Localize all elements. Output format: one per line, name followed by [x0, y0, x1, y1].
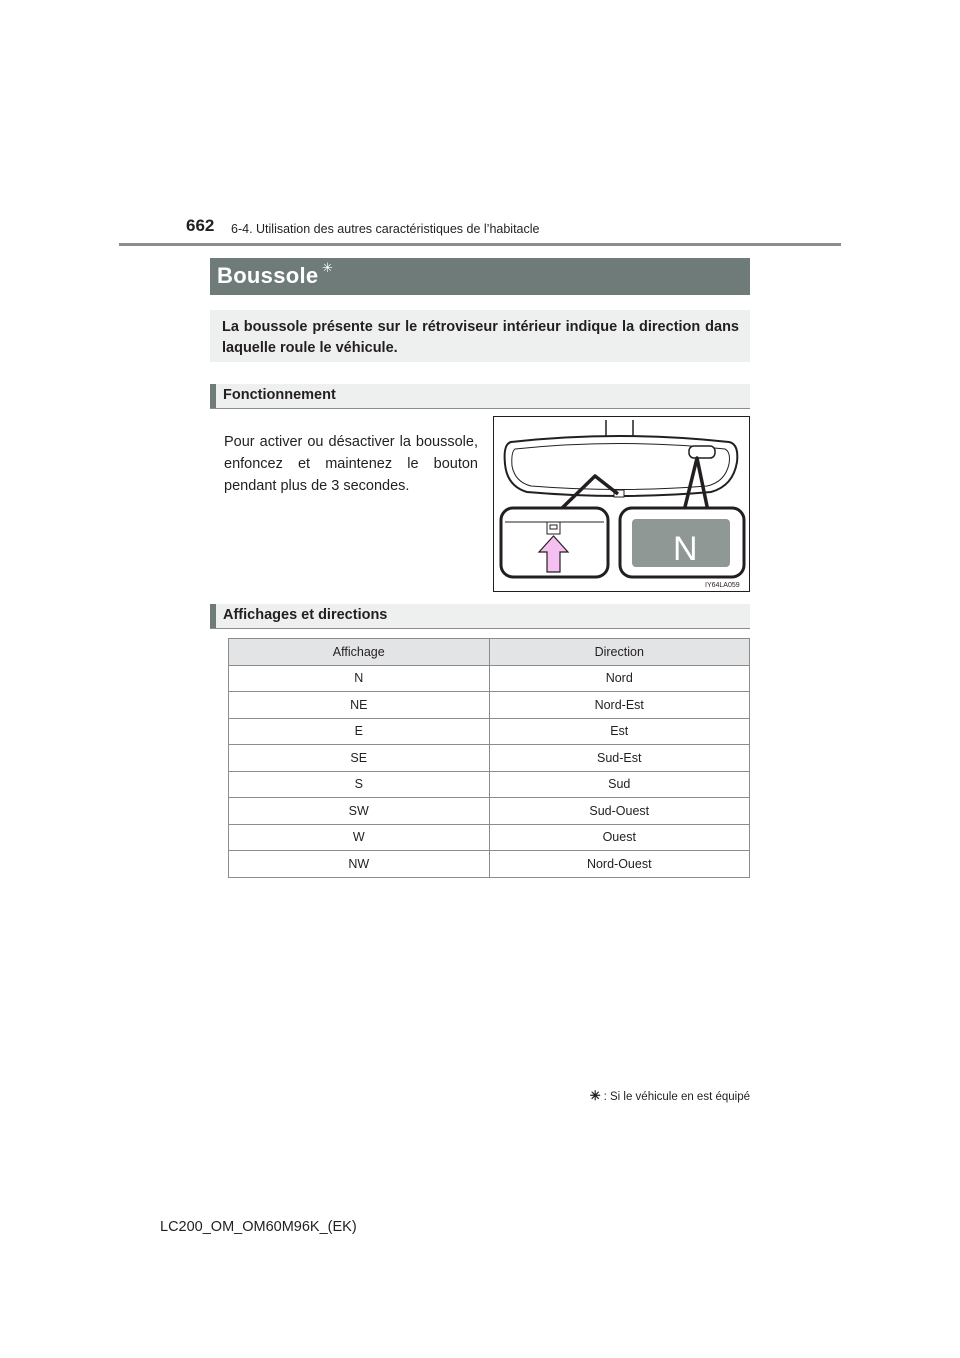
- direction-cell: Nord: [489, 665, 750, 692]
- display-code-cell: W: [229, 824, 490, 851]
- column-header-display: Affichage: [229, 639, 490, 666]
- page-title-bar: [210, 258, 750, 295]
- display-code-cell: N: [229, 665, 490, 692]
- direction-cell: Nord-Est: [489, 692, 750, 719]
- display-code-cell: NW: [229, 851, 490, 878]
- display-code-cell: E: [229, 718, 490, 745]
- direction-cell: Sud-Est: [489, 745, 750, 772]
- direction-cell: Est: [489, 718, 750, 745]
- figure-code: IY64LA059: [705, 582, 740, 589]
- table-row: [229, 798, 750, 825]
- table-row: [229, 718, 750, 745]
- direction-cell: Sud-Ouest: [489, 798, 750, 825]
- option-marker-icon: ✳: [589, 1088, 601, 1103]
- table-row: [229, 665, 750, 692]
- section-heading-label: Affichages et directions: [223, 607, 388, 623]
- footnote: [590, 1088, 750, 1104]
- button-callout: [501, 508, 608, 577]
- display-code-cell: SE: [229, 745, 490, 772]
- direction-cell: Nord-Ouest: [489, 851, 750, 878]
- display-code-cell: S: [229, 771, 490, 798]
- running-head: 6-4. Utilisation des autres caractéristiques de l’habitacle: [231, 222, 540, 236]
- direction-cell: Sud: [489, 771, 750, 798]
- compass-display-letter: N: [673, 530, 698, 568]
- compass-display-window: [689, 446, 715, 458]
- table-row: [229, 745, 750, 772]
- table-row: [229, 692, 750, 719]
- compass-mirror-illustration: [493, 416, 750, 592]
- option-marker-icon: ✳: [322, 260, 333, 275]
- document-code: LC200_OM_OM60M96K_(EK): [160, 1219, 357, 1235]
- table-row: [229, 824, 750, 851]
- display-code-cell: NE: [229, 692, 490, 719]
- section-heading-operation: [210, 384, 750, 409]
- header-rule: [119, 243, 841, 246]
- column-header-direction: Direction: [489, 639, 750, 666]
- table-row: [229, 771, 750, 798]
- operation-instructions: Pour activer ou désactiver la boussole, enfoncez et maintenez le bouton pendant plus de 3 secondes.: [224, 434, 478, 494]
- page-number: 662: [186, 216, 215, 235]
- intro-text: La boussole présente sur le rétroviseur intérieur indique la direction dans laquelle roule le véhicule.: [222, 319, 739, 356]
- footnote-text: : Si le véhicule en est équipé: [603, 1091, 750, 1103]
- intro-box: [210, 310, 750, 362]
- section-heading-bar: [210, 604, 216, 628]
- display-callout: [620, 508, 744, 577]
- direction-table: [228, 638, 750, 878]
- section-heading-displays: [210, 604, 750, 629]
- page-title: Boussole: [217, 263, 319, 288]
- direction-cell: Ouest: [489, 824, 750, 851]
- table-header-row: [229, 639, 750, 666]
- display-code-cell: SW: [229, 798, 490, 825]
- section-heading-label: Fonctionnement: [223, 387, 336, 403]
- section-heading-bar: [210, 384, 216, 408]
- table-row: [229, 851, 750, 878]
